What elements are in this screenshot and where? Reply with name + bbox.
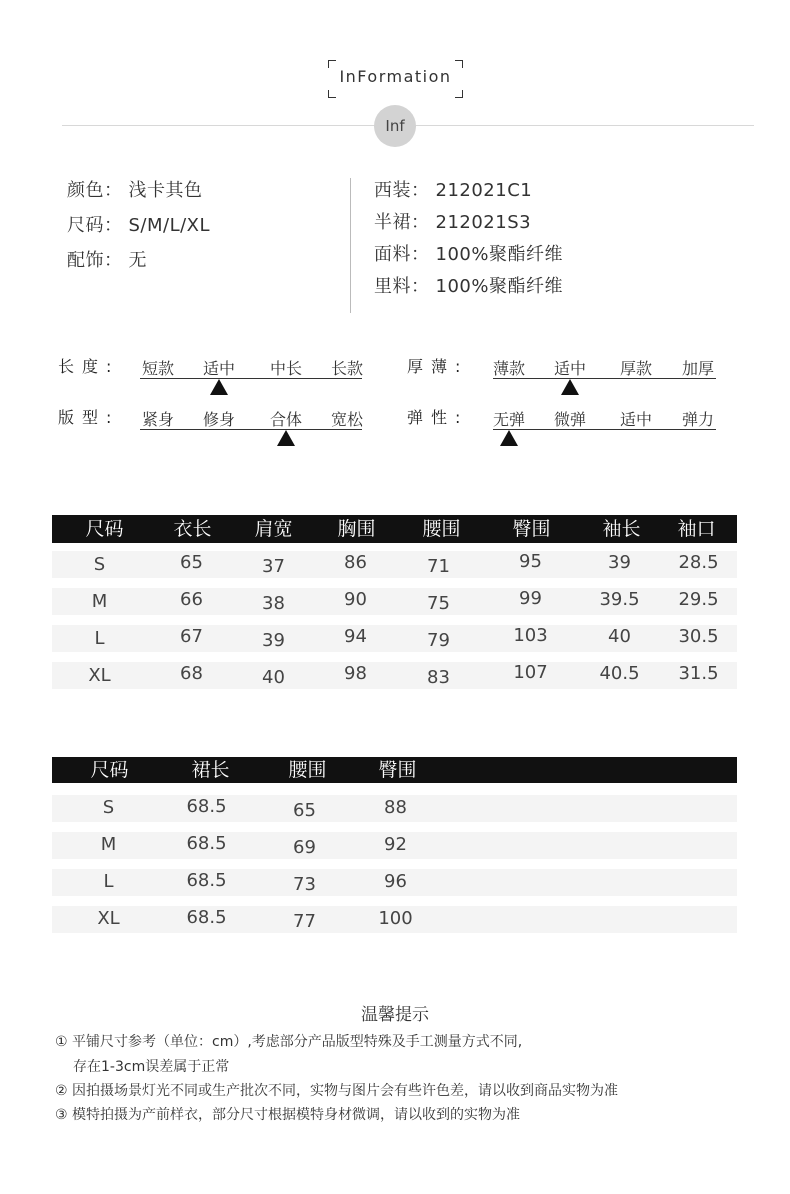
- table-cell: 65: [180, 552, 203, 573]
- note-line: ② 因拍摄场景灯光不同或生产批次不同，实物与图片会有些许色差，请以收到商品实物为准: [55, 1083, 618, 1099]
- table-cell: 68.5: [186, 833, 227, 854]
- jacket-header-cell: 袖长: [602, 518, 641, 540]
- info-fabric-value: 100%聚酯纤维: [435, 244, 563, 265]
- bracket-bottom-right: [455, 90, 463, 98]
- table-cell: 103: [513, 625, 548, 646]
- scale-thickness-option: 薄款: [492, 359, 525, 378]
- note-line: ① 平铺尺寸参考（单位：cm）,考虑部分产品版型特殊及手工测量方式不同,: [55, 1034, 523, 1050]
- table-row: [52, 832, 737, 859]
- jacket-header-cell: 肩宽: [254, 518, 293, 540]
- scale-elasticity-label: 弹性:: [407, 408, 469, 427]
- info-accessory-label: 配饰：: [67, 250, 123, 271]
- table-cell: 77: [293, 911, 316, 932]
- table-cell: 40.5: [599, 663, 640, 684]
- scale-thickness-label: 厚薄:: [407, 357, 469, 376]
- scale-length-option: 中长: [269, 359, 302, 378]
- table-row: [52, 906, 737, 933]
- scale-elasticity-option: 无弹: [492, 410, 525, 429]
- info-color-label: 颜色：: [67, 180, 123, 201]
- table-cell: 73: [293, 874, 316, 895]
- scale-elasticity-line: [493, 429, 716, 430]
- info-skirt-value: 212021S3: [435, 212, 532, 233]
- table-row: [52, 551, 737, 578]
- table-row: [52, 625, 737, 652]
- table-cell: 30.5: [678, 626, 719, 647]
- scale-elasticity-option: 微弹: [553, 410, 586, 429]
- notes-title: 温馨提示: [361, 1005, 429, 1025]
- info-fabric-label: 面料：: [374, 244, 430, 265]
- table-cell: 65: [293, 800, 316, 821]
- jacket-header-cell: 尺码: [85, 518, 124, 540]
- scale-fit-line: [140, 429, 362, 430]
- table-row: [52, 662, 737, 689]
- note-line: 存在1-3cm误差属于正常: [73, 1059, 230, 1075]
- scale-length-marker: [210, 379, 228, 395]
- table-cell: L: [103, 871, 114, 892]
- info-lining: [374, 272, 563, 298]
- info-accessory: [67, 246, 147, 272]
- info-fabric: [374, 240, 563, 266]
- scale-length-option: 适中: [202, 359, 235, 378]
- table-cell: 38: [262, 593, 285, 614]
- info-size: [67, 211, 210, 237]
- table-cell: 68.5: [186, 907, 227, 928]
- table-cell: 69: [293, 837, 316, 858]
- scale-fit-option: 修身: [202, 410, 235, 429]
- scale-length-option: 短款: [141, 359, 174, 378]
- table-cell: XL: [88, 665, 111, 686]
- note-line: ③ 模特拍摄为产前样衣，部分尺寸根据模特身材微调，请以收到的实物为准: [55, 1107, 520, 1123]
- info-lining-value: 100%聚酯纤维: [435, 276, 563, 297]
- scale-elasticity-option: 弹力: [681, 410, 714, 429]
- scale-length-line: [140, 378, 362, 379]
- table-cell: 79: [427, 630, 450, 651]
- table-cell: 83: [427, 667, 450, 688]
- jacket-table-header: [52, 515, 737, 543]
- scale-fit-option: 紧身: [141, 410, 174, 429]
- table-cell: 39: [608, 552, 631, 573]
- info-accessory-value: 无: [128, 250, 147, 271]
- scale-thickness-option: 厚款: [619, 359, 652, 378]
- table-cell: 68.5: [186, 796, 227, 817]
- table-cell: 98: [344, 663, 367, 684]
- table-cell: 28.5: [678, 552, 719, 573]
- table-cell: 40: [262, 667, 285, 688]
- table-cell: 94: [344, 626, 367, 647]
- table-cell: 39: [262, 630, 285, 651]
- jacket-header-cell: 袖口: [677, 518, 716, 540]
- table-row: [52, 795, 737, 822]
- table-cell: S: [102, 797, 115, 818]
- table-cell: 68.5: [186, 870, 227, 891]
- table-cell: 40: [608, 626, 631, 647]
- table-cell: L: [94, 628, 105, 649]
- table-row: [52, 588, 737, 615]
- table-cell: 92: [384, 834, 407, 855]
- table-cell: 67: [180, 626, 203, 647]
- jacket-header-cell: 腰围: [422, 518, 461, 540]
- scale-thickness-option: 适中: [553, 359, 586, 378]
- info-lining-label: 里料：: [374, 276, 430, 297]
- scale-thickness-marker: [561, 379, 579, 395]
- info-color-value: 浅卡其色: [128, 180, 203, 201]
- info-suit: [374, 176, 532, 202]
- skirt-header-cell: 裙长: [191, 759, 230, 781]
- table-cell: 95: [519, 551, 542, 572]
- table-cell: 86: [344, 552, 367, 573]
- table-cell: 75: [427, 593, 450, 614]
- table-cell: 29.5: [678, 589, 719, 610]
- info-skirt: [374, 208, 531, 234]
- table-cell: 71: [427, 556, 450, 577]
- table-cell: 66: [180, 589, 203, 610]
- jacket-header-cell: 衣长: [173, 518, 212, 540]
- table-cell: XL: [97, 908, 120, 929]
- scale-length-option: 长款: [330, 359, 363, 378]
- scale-fit-marker: [277, 430, 295, 446]
- table-cell: 39.5: [599, 589, 640, 610]
- jacket-header-cell: 臀围: [512, 518, 551, 540]
- jacket-header-cell: 胸围: [337, 518, 376, 540]
- info-suit-label: 西装：: [374, 180, 430, 201]
- scale-elasticity-option: 适中: [619, 410, 652, 429]
- skirt-header-cell: 尺码: [90, 759, 129, 781]
- table-cell: 107: [513, 662, 548, 683]
- table-cell: 68: [180, 663, 203, 684]
- scale-fit-option: 合体: [269, 410, 302, 429]
- info-size-label: 尺码：: [67, 215, 123, 236]
- scale-thickness-line: [493, 378, 716, 379]
- skirt-header-cell: 臀围: [378, 759, 417, 781]
- table-cell: 37: [262, 556, 285, 577]
- table-cell: 100: [378, 908, 413, 929]
- table-cell: 88: [384, 797, 407, 818]
- table-cell: 90: [344, 589, 367, 610]
- info-skirt-label: 半裙：: [374, 212, 430, 233]
- table-cell: M: [100, 834, 117, 855]
- scale-thickness-option: 加厚: [681, 359, 714, 378]
- table-cell: 99: [519, 588, 542, 609]
- skirt-table-header: [52, 757, 737, 783]
- scale-length-label: 长度:: [58, 357, 120, 376]
- info-color: [67, 176, 203, 202]
- scale-fit-label: 版型:: [58, 408, 120, 427]
- header-title: InFormation: [339, 67, 452, 86]
- table-cell: 31.5: [678, 663, 719, 684]
- table-cell: M: [91, 591, 108, 612]
- info-suit-value: 212021C1: [435, 180, 533, 201]
- header-circle-badge: Inf: [374, 105, 416, 147]
- table-cell: S: [93, 554, 106, 575]
- scale-fit-option: 宽松: [330, 410, 363, 429]
- bracket-bottom-left: [328, 90, 336, 98]
- scale-elasticity-marker: [500, 430, 518, 446]
- table-row: [52, 869, 737, 896]
- info-vertical-divider: [350, 178, 351, 313]
- skirt-header-cell: 腰围: [288, 759, 327, 781]
- info-size-value: S/M/L/XL: [128, 215, 211, 236]
- table-cell: 96: [384, 871, 407, 892]
